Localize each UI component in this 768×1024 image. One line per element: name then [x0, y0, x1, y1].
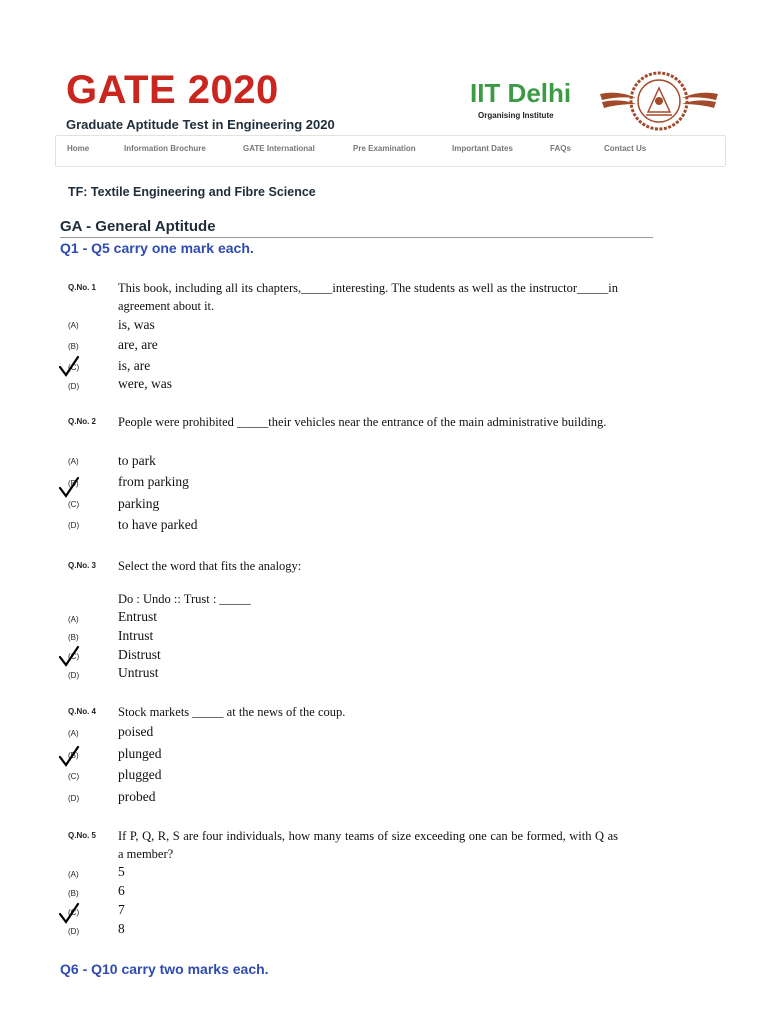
- option-text: parking: [118, 496, 160, 511]
- option-text: 8: [118, 921, 125, 936]
- option-label: (B): [68, 633, 79, 642]
- option-text: 5: [118, 864, 125, 879]
- option-text: to have parked: [118, 517, 198, 532]
- question-text: Stock markets _____ at the news of the coup.: [118, 705, 346, 719]
- option-label: (D): [68, 927, 80, 936]
- option-label: (A): [68, 729, 79, 738]
- nav-faqs[interactable]: FAQs: [550, 144, 571, 153]
- option-label: (A): [68, 615, 79, 624]
- option-text: poised: [118, 724, 154, 739]
- option-text: 6: [118, 883, 125, 898]
- question-text: People were prohibited _____their vehicles near the entrance of the main administrative building.: [118, 415, 607, 429]
- question-number: Q.No. 2: [68, 417, 97, 426]
- organiser-caption: Organising Institute: [478, 111, 554, 120]
- option-text: are, are: [118, 337, 158, 352]
- section-divider: [60, 237, 653, 238]
- option-text: Distrust: [118, 647, 161, 662]
- nav-home[interactable]: Home: [67, 144, 90, 153]
- answer-checkmark-icon: [58, 902, 80, 924]
- organiser-name: IIT Delhi: [470, 78, 572, 108]
- option-label: (B): [68, 751, 79, 760]
- answer-checkmark-icon: [58, 476, 80, 498]
- option-label: (B): [68, 342, 79, 351]
- question-number: Q.No. 1: [68, 283, 97, 292]
- option-text: to park: [118, 453, 156, 468]
- answer-checkmark-icon: [58, 645, 80, 667]
- option-text: is, was: [118, 317, 155, 332]
- option-label: (C): [68, 772, 80, 781]
- nav-important-dates[interactable]: Important Dates: [452, 144, 513, 153]
- option-label: (C): [68, 363, 80, 372]
- iit-delhi-logo-icon: [598, 68, 720, 134]
- option-label: (C): [68, 908, 80, 917]
- option-label: (B): [68, 889, 79, 898]
- marks-note-two: Q6 - Q10 carry two marks each.: [60, 961, 269, 977]
- option-label: (D): [68, 794, 80, 803]
- option-text: Entrust: [118, 609, 157, 624]
- analogy-text: Do : Undo :: Trust : _____: [118, 592, 251, 606]
- question-text: This book, including all its chapters,_____interesting. The students as well as the instructor_____in agreement about it.: [118, 281, 618, 313]
- question-number: Q.No. 3: [68, 561, 97, 570]
- option-label: (A): [68, 321, 79, 330]
- option-text: plunged: [118, 746, 162, 761]
- option-label: (C): [68, 652, 80, 661]
- answer-checkmark-icon: [58, 745, 80, 767]
- option-text: Intrust: [118, 628, 154, 643]
- site-subtitle: Graduate Aptitude Test in Engineering 2020: [66, 117, 335, 132]
- site-title: GATE 2020: [66, 68, 279, 112]
- question-number: Q.No. 5: [68, 831, 97, 840]
- question-text: Select the word that fits the analogy:: [118, 559, 302, 573]
- nav-pre-examination[interactable]: Pre Examination: [353, 144, 416, 153]
- page-header: [0, 0, 768, 180]
- option-text: 7: [118, 902, 125, 917]
- marks-note-one: Q1 - Q5 carry one mark each.: [60, 240, 254, 256]
- paper-title: TF: Textile Engineering and Fibre Science: [68, 185, 316, 199]
- question-number: Q.No. 4: [68, 707, 97, 716]
- section-heading: GA - General Aptitude: [60, 218, 216, 235]
- nav-contact-us[interactable]: Contact Us: [604, 144, 647, 153]
- nav-gate-international[interactable]: GATE International: [243, 144, 315, 153]
- question-text: If P, Q, R, S are four individuals, how many teams of size exceeding one can be formed, with Q as a member?: [118, 829, 618, 861]
- nav-information-brochure[interactable]: Information Brochure: [124, 144, 206, 153]
- option-text: probed: [118, 789, 156, 804]
- option-text: from parking: [118, 474, 189, 489]
- answer-checkmark-icon: [58, 355, 80, 377]
- option-label: (A): [68, 457, 79, 466]
- option-label: (B): [68, 479, 79, 488]
- option-label: (A): [68, 870, 79, 879]
- option-text: Untrust: [118, 665, 159, 680]
- main-navigation: [55, 135, 726, 167]
- option-label: (C): [68, 500, 80, 509]
- option-text: were, was: [118, 376, 172, 391]
- option-text: is, are: [118, 358, 151, 373]
- option-label: (D): [68, 382, 80, 391]
- option-label: (D): [68, 671, 80, 680]
- option-label: (D): [68, 521, 80, 530]
- option-text: plugged: [118, 767, 162, 782]
